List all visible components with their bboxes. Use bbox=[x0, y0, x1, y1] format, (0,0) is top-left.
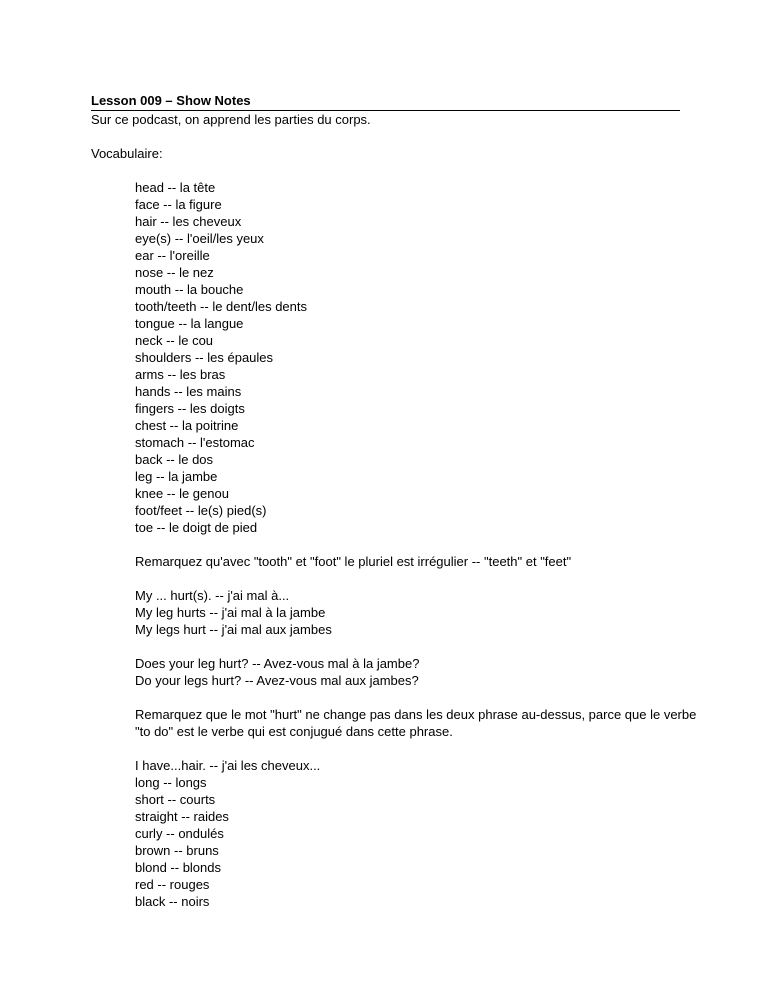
vocab-item: tooth/teeth -- le dent/les dents bbox=[135, 299, 307, 314]
hair-line: short -- courts bbox=[135, 792, 216, 807]
spacer bbox=[91, 162, 680, 179]
spacer bbox=[91, 128, 680, 145]
hair-line: blond -- blonds bbox=[135, 860, 221, 875]
vocab-item: stomach -- l'estomac bbox=[135, 435, 255, 450]
vocab-item: hair -- les cheveux bbox=[135, 214, 242, 229]
vocab-item: tongue -- la langue bbox=[135, 316, 244, 331]
hair-line: black -- noirs bbox=[135, 894, 210, 909]
spacer bbox=[135, 638, 680, 655]
spacer bbox=[135, 536, 680, 553]
hurt-line: My leg hurts -- j'ai mal à la jambe bbox=[135, 605, 326, 620]
question-line: Does your leg hurt? -- Avez-vous mal à la jambe? bbox=[135, 656, 420, 671]
intro-text: Sur ce podcast, on apprend les parties du corps. bbox=[91, 112, 371, 127]
hair-line: straight -- raides bbox=[135, 809, 229, 824]
vocab-item: hands -- les mains bbox=[135, 384, 242, 399]
hair-line: curly -- ondulés bbox=[135, 826, 224, 841]
hair-line: long -- longs bbox=[135, 775, 207, 790]
hair-line: red -- rouges bbox=[135, 877, 210, 892]
verb-remark-line: Remarquez que le mot "hurt" ne change pas dans les deux phrase au-dessus, parce que le verbe bbox=[135, 707, 697, 722]
vocab-item: toe -- le doigt de pied bbox=[135, 520, 258, 535]
verb-remark-line: "to do" est le verbe qui est conjugué dans cette phrase. bbox=[135, 724, 453, 739]
vocab-item: ear -- l'oreille bbox=[135, 248, 210, 263]
vocab-item: foot/feet -- le(s) pied(s) bbox=[135, 503, 267, 518]
spacer bbox=[135, 689, 680, 706]
hurt-line: My ... hurt(s). -- j'ai mal à... bbox=[135, 588, 290, 603]
vocab-item: mouth -- la bouche bbox=[135, 282, 244, 297]
vocab-item: leg -- la jambe bbox=[135, 469, 218, 484]
lesson-title: Lesson 009 – Show Notes bbox=[91, 92, 680, 111]
vocab-item: fingers -- les doigts bbox=[135, 401, 245, 416]
vocab-heading: Vocabulaire: bbox=[91, 146, 163, 161]
vocab-item: neck -- le cou bbox=[135, 333, 214, 348]
vocab-list bbox=[135, 179, 697, 910]
vocab-item: head -- la tête bbox=[135, 180, 216, 195]
spacer bbox=[135, 570, 680, 587]
vocab-item: chest -- la poitrine bbox=[135, 418, 239, 433]
question-line: Do your legs hurt? -- Avez-vous mal aux jambes? bbox=[135, 673, 419, 688]
vocab-item: eye(s) -- l'oeil/les yeux bbox=[135, 231, 264, 246]
vocab-item: back -- le dos bbox=[135, 452, 214, 467]
spacer bbox=[135, 740, 680, 757]
vocab-item: knee -- le genou bbox=[135, 486, 229, 501]
hurt-line: My legs hurt -- j'ai mal aux jambes bbox=[135, 622, 332, 637]
vocab-item: nose -- le nez bbox=[135, 265, 214, 280]
vocab-item: face -- la figure bbox=[135, 197, 222, 212]
vocab-item: arms -- les bras bbox=[135, 367, 226, 382]
document-page bbox=[91, 92, 697, 910]
hair-line: brown -- bruns bbox=[135, 843, 219, 858]
vocab-item: shoulders -- les épaules bbox=[135, 350, 274, 365]
hair-line: I have...hair. -- j'ai les cheveux... bbox=[135, 758, 321, 773]
plural-remark: Remarquez qu'avec "tooth" et "foot" le pluriel est irrégulier -- "teeth" et "feet" bbox=[135, 554, 572, 569]
